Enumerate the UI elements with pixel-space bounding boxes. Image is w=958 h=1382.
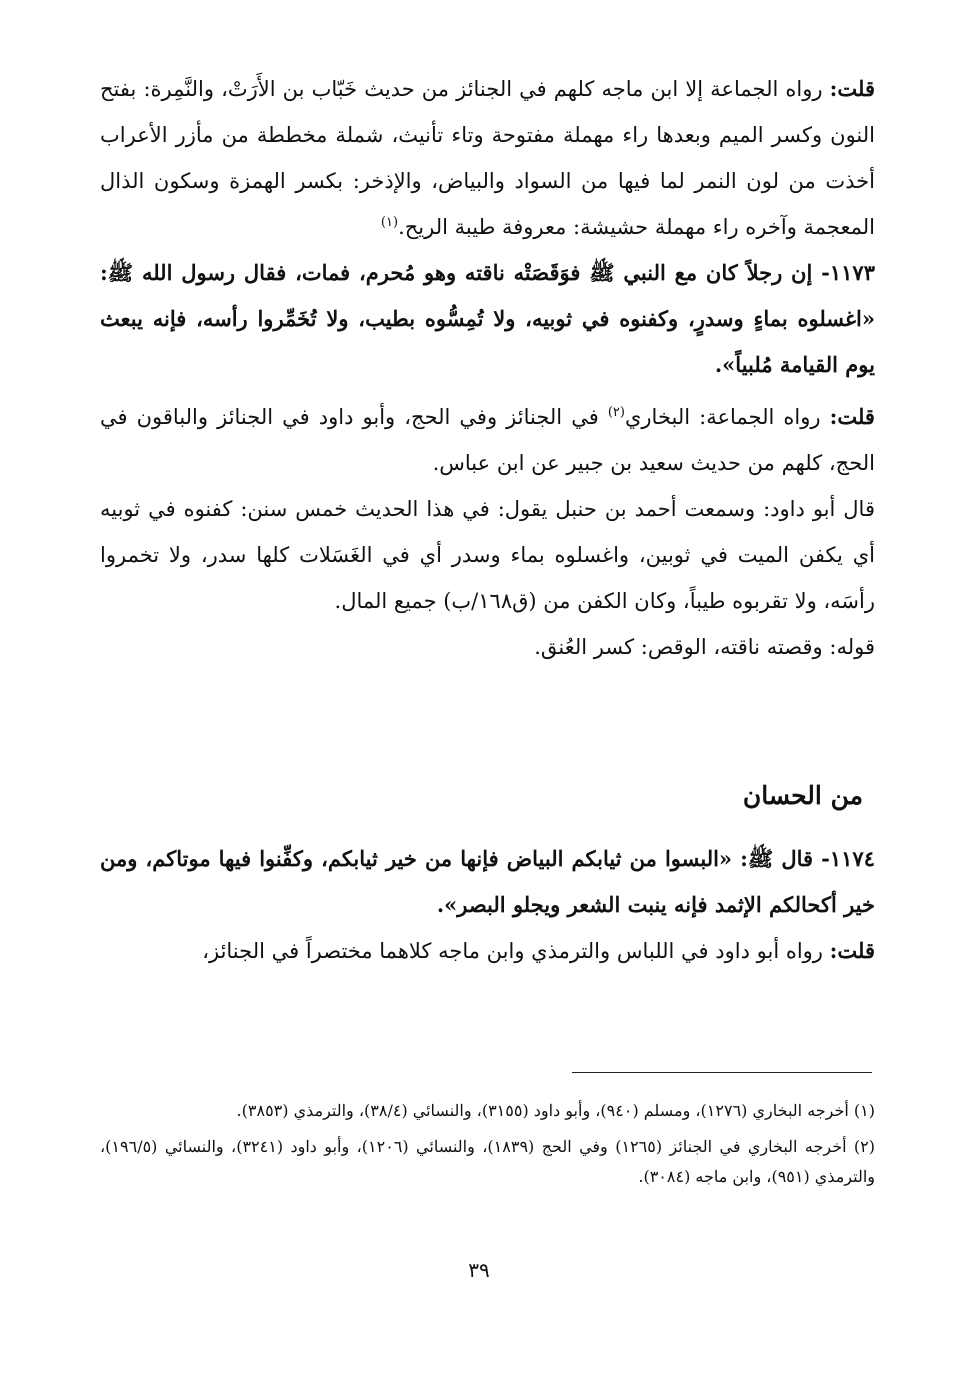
commentary-paragraph-3	[100, 928, 875, 974]
footnote-divider	[572, 1072, 872, 1073]
footnote-marker-1[interactable]: (١)	[380, 215, 399, 230]
body-text-top	[100, 66, 875, 670]
qultu-label: قلت:	[829, 404, 875, 429]
footnote-1: (١) أخرجه البخاري (١٢٧٦)، ومسلم (٩٤٠)، وأبو داود (٣١٥٥)، والنسائي (٣٨/٤)، والترمذي (٣٨٥٣).	[236, 1101, 875, 1120]
waqs-definition: قوله: وقصته ناقته، الوقص: كسر العُنق.	[534, 635, 875, 659]
page-number: ٣٩	[468, 1258, 490, 1282]
qultu-label: قلت:	[829, 938, 875, 963]
abu-dawud-paragraph: قال أبو داود: وسمعت أحمد بن حنبل يقول: في هذا الحديث خمس سنن: كفنوه في ثوبيه أي يكفن الميت في ثوبين، واغسلوه بماء وسدر أي في الغَسَلات كلها سدر، ولا تخمروا رأسَه، ولا تقربوه طيباً، وكان الكفن من (ق١٦٨/ب) جميع المال.	[100, 497, 875, 613]
commentary-paragraph-1	[100, 66, 875, 250]
hadith-1174: ١١٧٤- قال ﷺ: «البسوا من ثيابكم البياض فإنها من خير ثيابكم، وكفِّنوا فيها موتاكم، ومن خير أكحالكم الإثمد فإنه ينبت الشعر ويجلو البصر».	[100, 846, 875, 917]
body-text-bottom	[100, 836, 875, 974]
paragraph-text: رواه أبو داود في اللباس والترمذي وابن ماجه كلاهما مختصراً في الجنائز،	[202, 939, 830, 963]
section-heading: من الحسان	[742, 781, 863, 810]
commentary-paragraph-2	[100, 394, 875, 486]
paragraph-text: رواه الجماعة: البخاري	[624, 405, 830, 429]
paragraph-text: في الجنائز وفي الحج، وأبو داود في الجنائز والباقون في الحج، كلهم من حديث سعيد بن جبير عن ابن عباس.	[100, 405, 875, 475]
qultu-label: قلت:	[829, 76, 875, 101]
footnotes	[100, 1096, 875, 1198]
footnote-2: (٢) أخرجه البخاري في الجنائز (١٢٦٥) وفي الحج (١٨٣٩)، والنسائي (١٢٠٦)، وأبو داود (٣٢٤١)، والنسائي (١٩٦/٥)، والترمذي (٩٥١)، وابن ماجه (٣٠٨٤).	[100, 1137, 876, 1186]
footnote-marker-2[interactable]: (٢)	[607, 405, 625, 420]
hadith-1173: ١١٧٣- إن رجلاً كان مع النبي ﷺ فوَقَصَتْه ناقته وهو مُحرم، فمات، فقال رسول الله ﷺ: «اغسلوه بماءٍ وسدرٍ، وكفنوه في ثوبيه، ولا تُمِسُّوه بطيب، ولا تُخَمِّروا رأسه، فإنه يبعث يوم القيامة مُلبياً».	[100, 260, 875, 377]
paragraph-text: رواه الجماعة إلا ابن ماجه كلهم في الجنائز من حديث خَبّاب بن الأَرَتْ، والنَّمِرة: بفتح النون وكسر الميم وبعدها راء مهملة مفتوحة وتاء تأنيث، شملة مخططة من مأزر الأعراب أخذت من لون النمر لما فيها من السواد والبياض، والإذخر: بكسر الهمزة وسكون الذال المعجمة وآخره راء مهملة حشيشة: معروفة طيبة الريح.	[100, 77, 875, 239]
